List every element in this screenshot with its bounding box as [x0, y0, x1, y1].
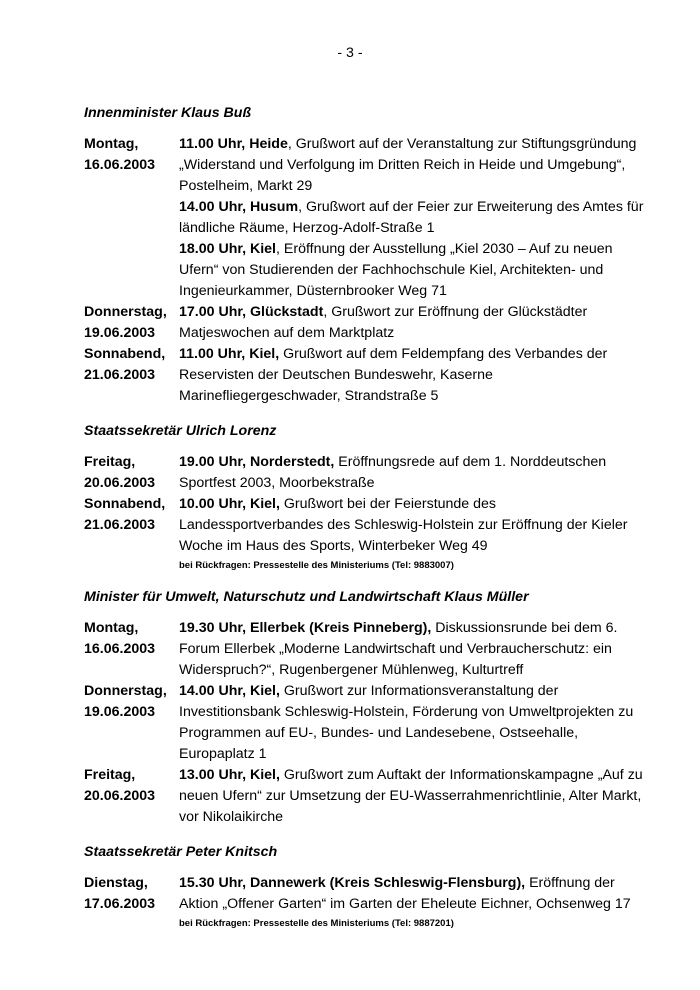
appointment-time-place: 19.30 Uhr, Ellerbek (Kreis Pinneberg), — [179, 620, 432, 636]
appointment — [179, 765, 644, 828]
entry-date — [84, 494, 179, 557]
section — [84, 103, 644, 407]
entry-items — [179, 681, 644, 765]
contact-note: bei Rückfragen: Pressestelle des Ministeriums (Tel: 9883007) — [179, 560, 454, 571]
entry-items — [179, 494, 644, 557]
appointment-time-place: 13.00 Uhr, Kiel, — [179, 767, 280, 783]
schedule-entry — [84, 681, 644, 765]
schedule-entry — [84, 494, 644, 557]
date: 17.06.2003 — [84, 896, 156, 912]
appointment — [179, 134, 644, 197]
appointment-description: , Grußwort zur Eröffnung der Glückstädter Matjeswochen auf dem Marktplatz — [179, 304, 588, 341]
contact-note: bei Rückfragen: Pressestelle des Ministeriums (Tel: 9887201) — [179, 918, 454, 929]
entry-items — [179, 873, 644, 915]
appointment-time-place: 14.00 Uhr, Husum — [179, 199, 299, 215]
entry-items — [179, 618, 644, 681]
date: 16.06.2003 — [84, 641, 156, 657]
date: 19.06.2003 — [84, 704, 156, 720]
appointment-time-place: 11.00 Uhr, Kiel, — [179, 346, 280, 362]
weekday: Donnerstag, — [84, 683, 167, 699]
weekday: Montag, — [84, 136, 139, 152]
schedule-entry — [84, 134, 644, 302]
appointment — [179, 344, 644, 407]
appointment-description: Diskussionsrunde bei dem 6. Forum Ellerbek „Moderne Landwirtschaft und Verbraucherschutz: ein Widerspruch?“, Rugenbergener Mühlenweg, Kulturtreff — [179, 620, 618, 678]
date: 19.06.2003 — [84, 325, 156, 341]
appointment-description: Grußwort zur Informationsveranstaltung der Investitionsbank Schleswig-Holstein, Förderung von Umweltprojekten zu Programmen auf EU-, Bundes- und Landesebene, Ostseehalle, Europaplatz 1 — [179, 683, 634, 762]
appointment-description: Grußwort auf dem Feldempfang des Verbandes der Reservisten der Deutschen Bundeswehr, Kaserne Marinefliegergeschwader, Strandstraße 5 — [179, 346, 608, 404]
schedule-entry — [84, 873, 644, 915]
schedule-entry — [84, 618, 644, 681]
appointment — [179, 494, 644, 557]
date: 16.06.2003 — [84, 157, 156, 173]
appointment-description: Grußwort bei der Feierstunde des Landessportverbandes des Schleswig-Holstein zur Eröffnung der Kieler Woche im Haus des Sports, Winterbeker Weg 49 — [179, 496, 628, 554]
appointment — [179, 681, 644, 765]
schedule-entry — [84, 765, 644, 828]
weekday: Montag, — [84, 620, 139, 636]
entry-date — [84, 618, 179, 681]
date: 20.06.2003 — [84, 788, 156, 804]
schedule-entry — [84, 302, 644, 344]
weekday: Sonnabend, — [84, 496, 166, 512]
entry-date — [84, 765, 179, 828]
appointment-time-place: 18.00 Uhr, Kiel — [179, 241, 276, 257]
appointment — [179, 618, 644, 681]
section-title: Staatssekretär Peter Knitsch — [84, 844, 278, 860]
schedule-entry — [84, 344, 644, 407]
appointment — [179, 302, 644, 344]
entry-items — [179, 134, 644, 302]
entry-items — [179, 344, 644, 407]
appointment — [179, 452, 644, 494]
page-number: - 3 - — [337, 45, 363, 61]
entry-date — [84, 302, 179, 344]
appointment-time-place: 15.30 Uhr, Dannewerk (Kreis Schleswig-Flensburg), — [179, 875, 526, 891]
section-title: Innenminister Klaus Buß — [84, 105, 252, 121]
appointment-time-place: 14.00 Uhr, Kiel, — [179, 683, 280, 699]
weekday: Donnerstag, — [84, 304, 167, 320]
section — [84, 421, 644, 573]
appointment-description: Eröffnung der Aktion „Offener Garten“ im Garten der Eheleute Eichner, Ochsenweg 17 — [179, 875, 631, 912]
appointment — [179, 239, 644, 302]
weekday: Freitag, — [84, 767, 136, 783]
entry-date — [84, 344, 179, 407]
schedule-entry — [84, 452, 644, 494]
entry-items — [179, 302, 644, 344]
appointment-description: , Eröffnung der Ausstellung „Kiel 2030 – Auf zu neuen Ufern“ von Studierenden der Fachhochschule Kiel, Architekten- und Ingenieurkammer, Düsternbrooker Weg 71 — [179, 241, 613, 299]
appointment-time-place: 11.00 Uhr, Heide — [179, 136, 288, 152]
section — [84, 842, 644, 931]
appointment-time-place: 17.00 Uhr, Glückstadt — [179, 304, 324, 320]
date: 20.06.2003 — [84, 475, 156, 491]
entry-items — [179, 452, 644, 494]
appointment-description: , Grußwort auf der Veranstaltung zur Stiftungsgründung „Widerstand und Verfolgung im Dritten Reich in Heide und Umgebung“, Postelheim, Markt 29 — [179, 136, 637, 194]
weekday: Dienstag, — [84, 875, 148, 891]
appointment — [179, 197, 644, 239]
entry-date — [84, 873, 179, 915]
entry-items — [179, 765, 644, 828]
document-body — [84, 103, 644, 945]
appointment-time-place: 19.00 Uhr, Norderstedt, — [179, 454, 335, 470]
section-title: Minister für Umwelt, Naturschutz und Landwirtschaft Klaus Müller — [84, 589, 529, 605]
appointment-time-place: 10.00 Uhr, Kiel, — [179, 496, 280, 512]
date: 21.06.2003 — [84, 517, 156, 533]
appointment-description: Grußwort zum Auftakt der Informationskampagne „Auf zu neuen Ufern“ zur Umsetzung der EU-Wasserrahmenrichtlinie, Alter Markt, vor Nikolaikirche — [179, 767, 643, 825]
section — [84, 587, 644, 828]
weekday: Freitag, — [84, 454, 136, 470]
entry-date — [84, 134, 179, 302]
entry-date — [84, 681, 179, 765]
appointment-description: , Grußwort auf der Feier zur Erweiterung des Amtes für ländliche Räume, Herzog-Adolf-Straße 1 — [179, 199, 644, 236]
weekday: Sonnabend, — [84, 346, 166, 362]
section-title: Staatssekretär Ulrich Lorenz — [84, 423, 277, 439]
entry-date — [84, 452, 179, 494]
date: 21.06.2003 — [84, 367, 156, 383]
appointment-description: Eröffnungsrede auf dem 1. Norddeutschen Sportfest 2003, Moorbekstraße — [179, 454, 607, 491]
appointment — [179, 873, 644, 915]
